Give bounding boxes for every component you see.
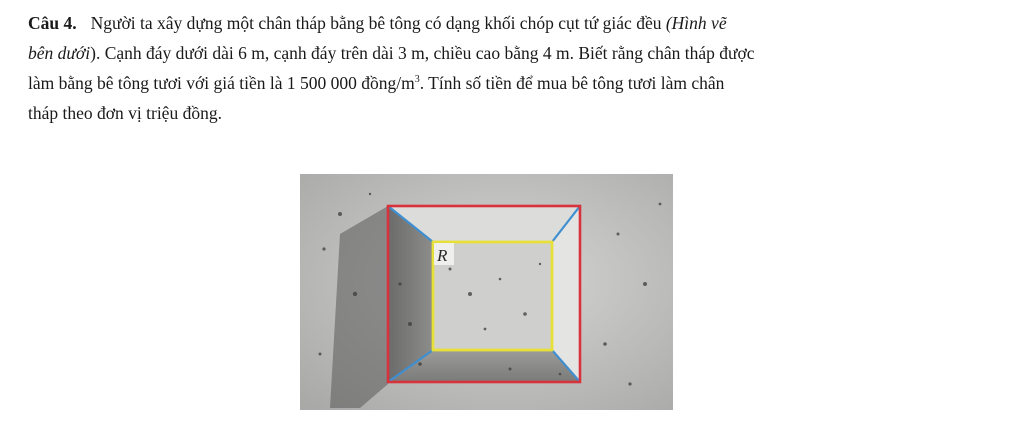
problem-line-4 bbox=[28, 98, 988, 128]
problem-text-1: Người ta xây dựng một chân tháp bằng bê tông có dạng khối chóp cụt tứ giác đều bbox=[90, 13, 662, 33]
problem-text-3b: . Tính số tiền để mua bê tông tươi làm chân bbox=[419, 73, 725, 93]
problem-text-4: tháp theo đơn vị triệu đồng. bbox=[28, 103, 222, 123]
question-label: Câu 4. bbox=[28, 13, 77, 33]
problem-line-2 bbox=[28, 38, 988, 68]
frustum-figure bbox=[300, 174, 673, 410]
problem-text-2: ). Cạnh đáy dưới dài 6 m, cạnh đáy trên dài 3 m, chiều cao bằng 4 m. Biết rằng chân tháp được bbox=[90, 43, 755, 63]
corner-label: R bbox=[437, 246, 448, 265]
problem-line-3 bbox=[28, 68, 988, 98]
problem-line-1 bbox=[28, 8, 988, 38]
problem-text-3a: làm bằng bê tông tươi với giá tiền là 1 500 000 đồng/m bbox=[28, 73, 415, 93]
tower-base-photo bbox=[300, 174, 673, 410]
figure-reference-2: bên dưới bbox=[28, 43, 91, 63]
figure-reference-1: (Hình vẽ bbox=[665, 13, 727, 33]
unit-exponent: 3 bbox=[414, 74, 420, 86]
problem-text bbox=[28, 8, 988, 128]
